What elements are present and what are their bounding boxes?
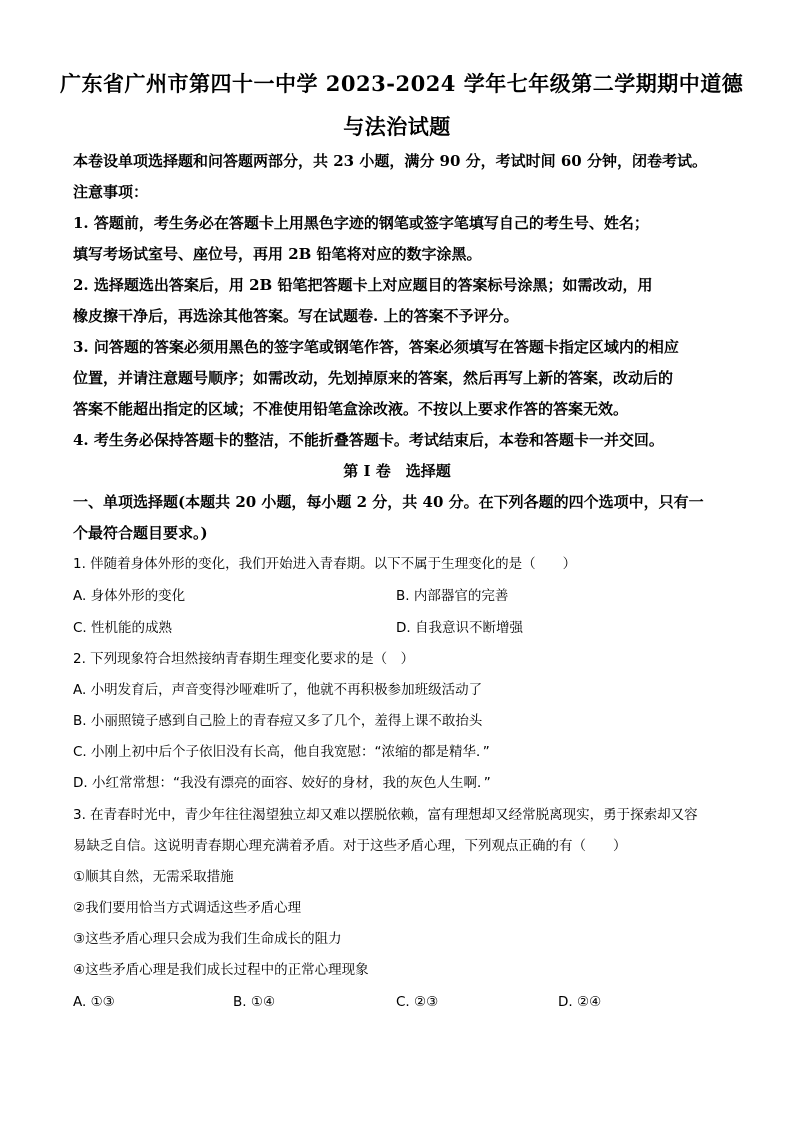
section-instruction-line-1: 一、单项选择题(本题共 20 小题，每小题 2 分，共 40 分。在下列各题的四个选项中，只有一 bbox=[73, 493, 704, 511]
question-3-statement-2: ②我们要用恰当方式调适这些矛盾心理 bbox=[73, 900, 302, 916]
section-title: 第 I 卷 选择题 bbox=[343, 462, 451, 480]
question-1-option-d: D. 自我意识不断增强 bbox=[396, 620, 523, 636]
question-3-option-d: D. ②④ bbox=[558, 994, 602, 1010]
exam-title-line-1: 广东省广州市第四十一中学 2023-2024 学年七年级第二学期期中道德 bbox=[60, 71, 744, 96]
question-2-option-c: C. 小刚上初中后个子依旧没有长高，他自我宽慰：“浓缩的都是精华．” bbox=[73, 744, 490, 760]
question-3-stem-line-2: 易缺乏自信。这说明青春期心理充满着矛盾。对于这些矛盾心理，下列观点正确的有（ ） bbox=[73, 838, 627, 854]
exam-title-line-2: 与法治试题 bbox=[343, 114, 451, 139]
notice-rule-2-line-2: 橡皮擦干净后，再选涂其他答案。写在试题卷. 上的答案不予评分。 bbox=[73, 307, 519, 325]
question-3-option-a: A. ①③ bbox=[73, 994, 115, 1010]
question-3-stem-line-1: 3. 在青春时光中，青少年往往渴望独立却又难以摆脱依赖，富有理想却又经常脱离现实，勇于探索却又容 bbox=[73, 807, 698, 823]
question-1-option-a: A. 身体外形的变化 bbox=[73, 588, 186, 604]
question-2-stem: 2. 下列现象符合坦然接纳青春期生理变化要求的是（ ） bbox=[73, 651, 415, 667]
notice-rule-3-line-1: 3. 问答题的答案必须用黑色的签字笔或钢笔作答，答案必须填写在答题卡指定区域内的相应 bbox=[73, 338, 679, 356]
notice-rule-1-line-2: 填写考场试室号、座位号，再用 2B 铅笔将对应的数字涂黑。 bbox=[73, 245, 482, 263]
notice-rule-3-line-2: 位置，并请注意题号顺序；如需改动，先划掉原来的答案，然后再写上新的答案，改动后的 bbox=[73, 369, 674, 387]
question-2-option-a: A. 小明发育后，声音变得沙哑难听了，他就不再积极参加班级活动了 bbox=[73, 682, 483, 698]
question-2-option-b: B. 小丽照镜子感到自己脸上的青春痘又多了几个，羞得上课不敢抬头 bbox=[73, 713, 483, 729]
question-1-option-c: C. 性机能的成熟 bbox=[73, 620, 173, 636]
section-instruction-line-2: 个最符合题目要求。) bbox=[73, 524, 208, 542]
notice-rule-2-line-1: 2. 选择题选出答案后，用 2B 铅笔把答题卡上对应题目的答案标号涂黑；如需改动，用 bbox=[73, 276, 653, 294]
question-3-statement-4: ④这些矛盾心理是我们成长过程中的正常心理现象 bbox=[73, 962, 369, 978]
question-3-statement-1: ①顺其自然，无需采取措施 bbox=[73, 869, 234, 885]
exam-summary: 本卷设单项选择题和问答题两部分，共 23 小题，满分 90 分，考试时间 60 分钟，闭卷考试。 bbox=[73, 152, 707, 170]
question-2-option-d: D. 小红常常想：“我没有漂亮的面容、姣好的身材，我的灰色人生啊．” bbox=[73, 775, 491, 791]
question-1-option-b: B. 内部器官的完善 bbox=[396, 588, 509, 604]
notice-rule-4: 4. 考生务必保持答题卡的整洁，不能折叠答题卡。考试结束后，本卷和答题卡一并交回。 bbox=[73, 431, 664, 449]
question-1-stem: 1. 伴随着身体外形的变化，我们开始进入青春期。以下不属于生理变化的是（ ） bbox=[73, 556, 577, 572]
question-3-option-c: C. ②③ bbox=[396, 994, 439, 1010]
question-3-option-b: B. ①④ bbox=[233, 994, 276, 1010]
notice-rule-1-line-1: 1. 答题前，考生务必在答题卡上用黑色字迹的钢笔或签字笔填写自己的考生号、姓名； bbox=[73, 214, 649, 232]
question-3-statement-3: ③这些矛盾心理只会成为我们生命成长的阻力 bbox=[73, 931, 342, 947]
notice-rule-3-line-3: 答案不能超出指定的区域；不准使用铅笔盒涂改液。不按以上要求作答的答案无效。 bbox=[73, 400, 629, 418]
notice-heading: 注意事项： bbox=[73, 183, 149, 201]
